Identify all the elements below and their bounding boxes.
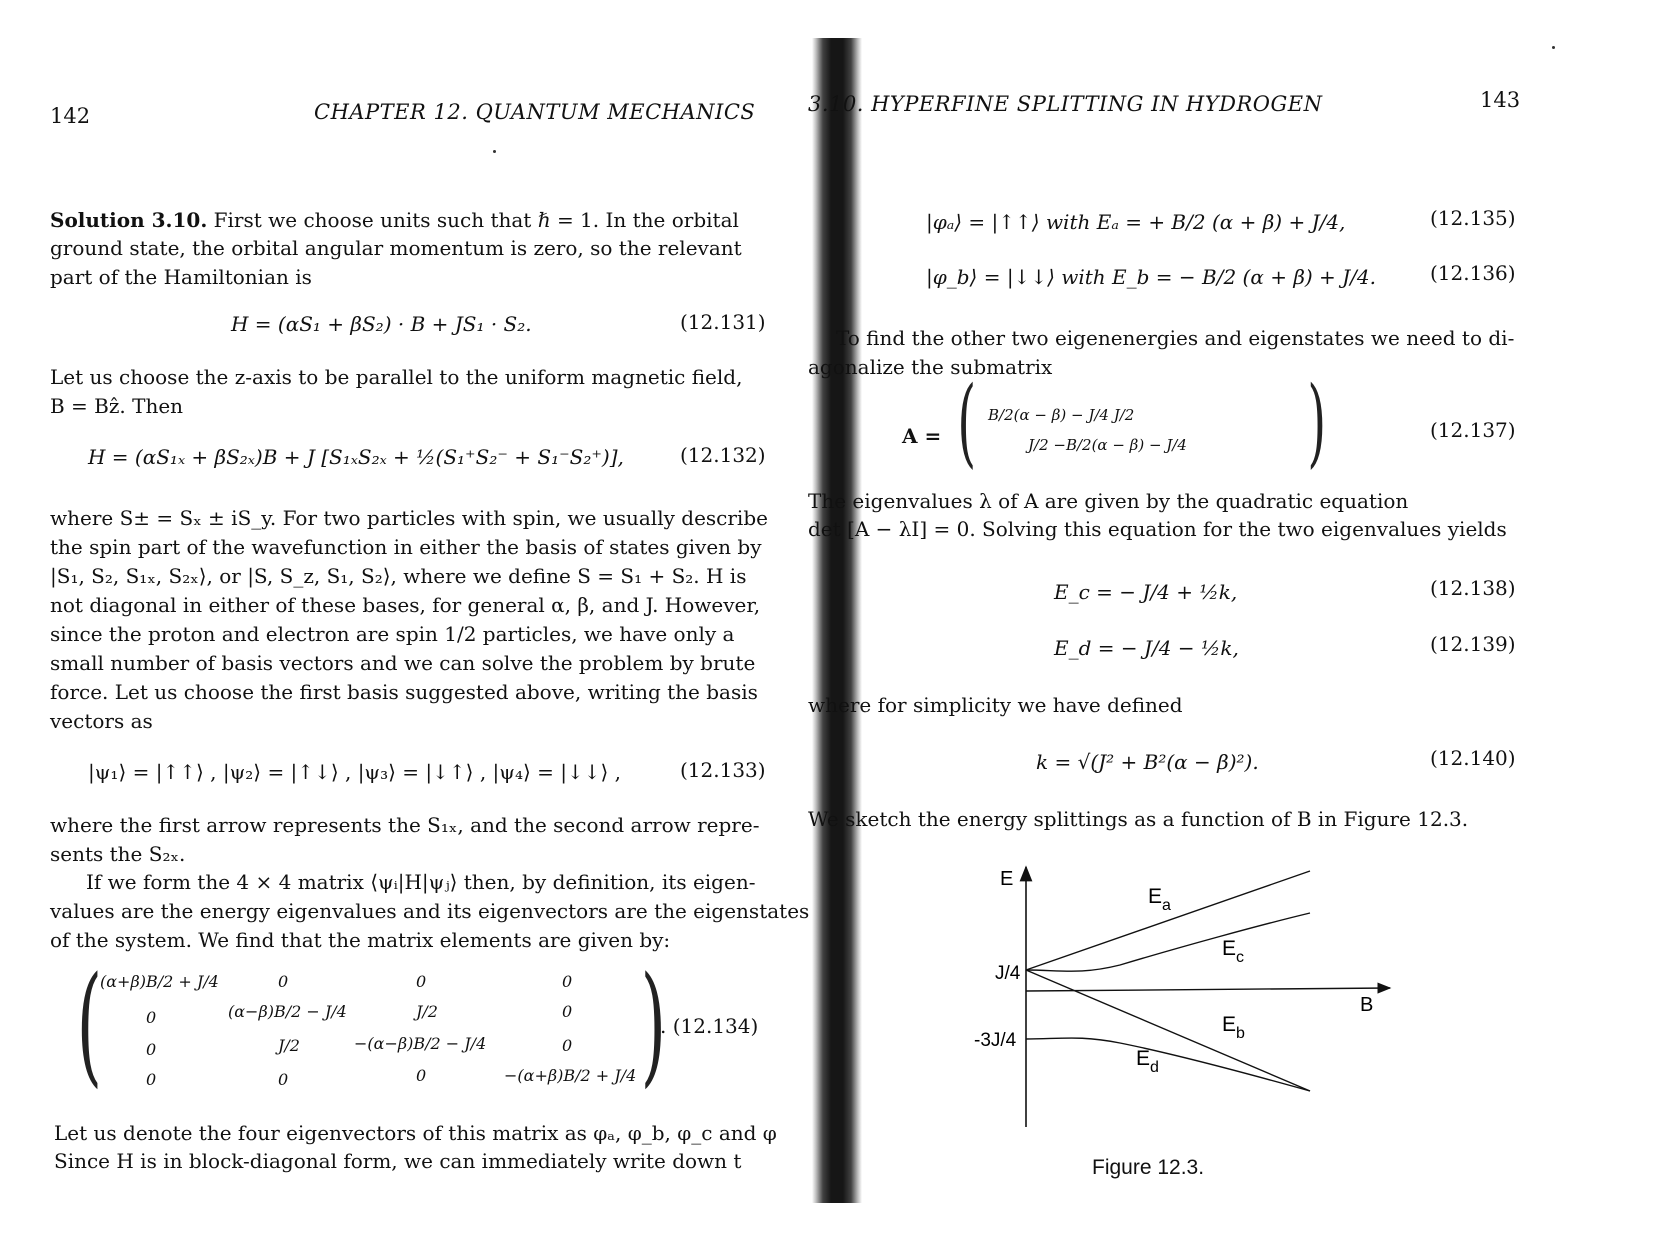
matrix-cell-2-4: 0: [562, 1002, 573, 1021]
matrix-cell-1-3: 0: [416, 972, 427, 991]
equation-12-140: k = √(J² + B²(α − β)²).: [1036, 750, 1259, 774]
para-eigen-line-2: det [A − λI] = 0. Solving this equation for the two eigenvalues yields: [808, 517, 1507, 541]
para-basis-line-2: the spin part of the wavefunction in either the basis of states given by: [50, 535, 762, 559]
para-matrix-line-2: values are the energy eigenvalues and its eigenvectors are the eigenstates: [50, 899, 810, 923]
figure-caption: Figure 12.3.: [1092, 1156, 1205, 1179]
matrix-cell-4-2: 0: [278, 1070, 289, 1089]
equation-12-131: H = (αS₁ + βS₂) · B + JS₁ · S₂.: [231, 312, 532, 336]
para-basis-line-6: small number of basis vectors and we can solve the problem by brute: [50, 651, 756, 675]
equation-12-137-lhs: A =: [902, 424, 942, 448]
equation-number-12-136: (12.136): [1430, 261, 1516, 285]
equation-number-12-138: (12.138): [1430, 576, 1516, 600]
equation-number-12-132: (12.132): [680, 443, 766, 467]
matrix-cell-2-1: 0: [146, 1008, 157, 1027]
para-basis-line-1: where S± = Sₓ ± iS_y. For two particles with spin, we usually describe: [50, 506, 768, 530]
para-eigvec-line-1: Let us denote the four eigenvectors of this matrix as φₐ, φ_b, φ_c and φ: [54, 1121, 777, 1145]
equation-number-12-139: (12.139): [1430, 632, 1516, 656]
label-ec: $E_c$: [1222, 937, 1245, 966]
matrix-cell-4-3: 0: [416, 1066, 427, 1085]
intro-text-1: First we choose units such that ℏ = 1. In the orbital: [213, 208, 739, 232]
curve-eb: [1026, 970, 1310, 1091]
para-arrow-line-2: sents the S₂ₓ.: [50, 842, 186, 866]
para-submatrix-line-2: agonalize the submatrix: [808, 355, 1053, 379]
equation-12-135: |φₐ⟩ = |↑↑⟩ with Eₐ = + B/2 (α + β) + J/4,: [926, 210, 1346, 234]
para-basis-line-8: vectors as: [50, 709, 153, 733]
submatrix-row-2: J/2 −B/2(α − β) − J/4: [1028, 436, 1187, 454]
b-axis-label: B: [1360, 994, 1374, 1016]
matrix-cell-3-4: 0: [562, 1036, 573, 1055]
energy-splitting-figure: [960, 855, 1420, 1145]
para-basis-line-4: not diagonal in either of these bases, for general α, β, and J. However,: [50, 593, 761, 617]
para-matrix-line-1: If we form the 4 × 4 matrix ⟨ψᵢ|H|ψⱼ⟩ then, by definition, its eigen-: [86, 870, 756, 894]
e-axis-label: E: [1000, 868, 1014, 890]
para-basis-line-7: force. Let us choose the first basis suggested above, writing the basis: [50, 680, 758, 704]
zaxis-line-2: B = Bẑ. Then: [50, 394, 184, 418]
matrix-cell-3-2: J/2: [278, 1036, 300, 1055]
left-page: [0, 0, 820, 1257]
running-head-left: CHAPTER 12. QUANTUM MECHANICS: [314, 100, 756, 124]
equation-number-12-133: (12.133): [680, 758, 766, 782]
matrix-cell-2-2: (α−β)B/2 − J/4: [228, 1002, 347, 1021]
matrix-left-paren: (: [76, 948, 103, 1100]
print-speck: [1552, 46, 1555, 49]
equation-12-139: E_d = − J/4 − ½k,: [1054, 636, 1239, 660]
para-submatrix-line-1: To find the other two eigenenergies and eigenstates we need to di-: [836, 326, 1515, 350]
page-number-left: 142: [50, 104, 91, 128]
submatrix-row-1: B/2(α − β) − J/4 J/2: [988, 406, 1135, 424]
intro-line-1: [50, 205, 739, 236]
book-gutter-shadow: [812, 38, 862, 1203]
para-arrow-line-1: where the first arrow represents the S₁ₓ, and the second arrow repre-: [50, 813, 760, 837]
matrix-cell-4-1: 0: [146, 1070, 157, 1089]
para-defined: where for simplicity we have defined: [808, 693, 1183, 717]
equation-12-136: |φ_b⟩ = |↓↓⟩ with E_b = − B/2 (α + β) + J/4.: [926, 265, 1376, 289]
matrix-cell-3-3: −(α−β)B/2 − J/4: [354, 1034, 487, 1053]
matrix-cell-1-2: 0: [278, 972, 289, 991]
intro-line-2: ground state, the orbital angular momentum is zero, so the relevant: [50, 236, 742, 260]
curve-ec: [1026, 913, 1310, 971]
curve-ea: [1026, 871, 1310, 970]
running-head-right: 3.10. HYPERFINE SPLITTING IN HYDROGEN: [808, 92, 1323, 116]
equation-12-132: H = (αS₁ₓ + βS₂ₓ)B + J [S₁ₓS₂ₓ + ½(S₁⁺S₂⁻ + S₁⁻S₂⁺)],: [88, 445, 624, 469]
matrix-cell-4-4: −(α+β)B/2 + J/4: [504, 1066, 637, 1085]
equation-number-12-131: (12.131): [680, 310, 766, 334]
zaxis-line-1: Let us choose the z-axis to be parallel to the uniform magnetic field,: [50, 365, 743, 389]
label-eb: $E_b$: [1222, 1013, 1245, 1042]
submatrix-right-paren: ): [1307, 366, 1327, 478]
para-matrix-line-3: of the system. We find that the matrix elements are given by:: [50, 928, 671, 952]
tick-label-j-over-4: J/4: [995, 963, 1021, 984]
equation-number-12-140: (12.140): [1430, 746, 1516, 770]
equation-number-12-137: (12.137): [1430, 418, 1516, 442]
b-axis: [1026, 988, 1390, 991]
label-ed: $E_d$: [1136, 1047, 1159, 1076]
matrix-cell-1-4: 0: [562, 972, 573, 991]
tick-label-minus-3j-over-4: -3J/4: [974, 1030, 1017, 1051]
para-eigen-line-1: The eigenvalues λ of A are given by the quadratic equation: [808, 489, 1409, 513]
right-page: [808, 0, 1671, 1257]
equation-number-12-134: . (12.134): [660, 1014, 759, 1038]
intro-line-3: part of the Hamiltonian is: [50, 265, 312, 289]
print-speck: [493, 150, 496, 153]
solution-label: Solution 3.10.: [50, 208, 208, 232]
equation-12-138: E_c = − J/4 + ½k,: [1054, 580, 1238, 604]
matrix-right-paren: ): [640, 948, 667, 1100]
submatrix-left-paren: (: [957, 366, 977, 478]
matrix-cell-3-1: 0: [146, 1040, 157, 1059]
equation-12-133: |ψ₁⟩ = |↑↑⟩ , |ψ₂⟩ = |↑↓⟩ , |ψ₃⟩ = |↓↑⟩ , |ψ₄⟩ = |↓↓⟩ ,: [88, 760, 622, 784]
page-number-right: 143: [1480, 88, 1521, 112]
matrix-cell-2-3: J/2: [416, 1002, 438, 1021]
para-basis-line-3: |S₁, S₂, S₁ₓ, S₂ₓ⟩, or |S, S_z, S₁, S₂⟩, where we define S = S₁ + S₂. H is: [50, 564, 747, 588]
para-basis-line-5: since the proton and electron are spin 1/2 particles, we have only a: [50, 622, 735, 646]
label-ea: $E_a$: [1148, 885, 1171, 914]
matrix-cell-1-1: (α+β)B/2 + J/4: [100, 972, 219, 991]
para-sketch: We sketch the energy splittings as a function of B in Figure 12.3.: [808, 807, 1469, 831]
curve-ed: [1026, 1038, 1310, 1091]
para-eigvec-line-2: Since H is in block-diagonal form, we can immediately write down t: [54, 1149, 742, 1173]
equation-number-12-135: (12.135): [1430, 206, 1516, 230]
